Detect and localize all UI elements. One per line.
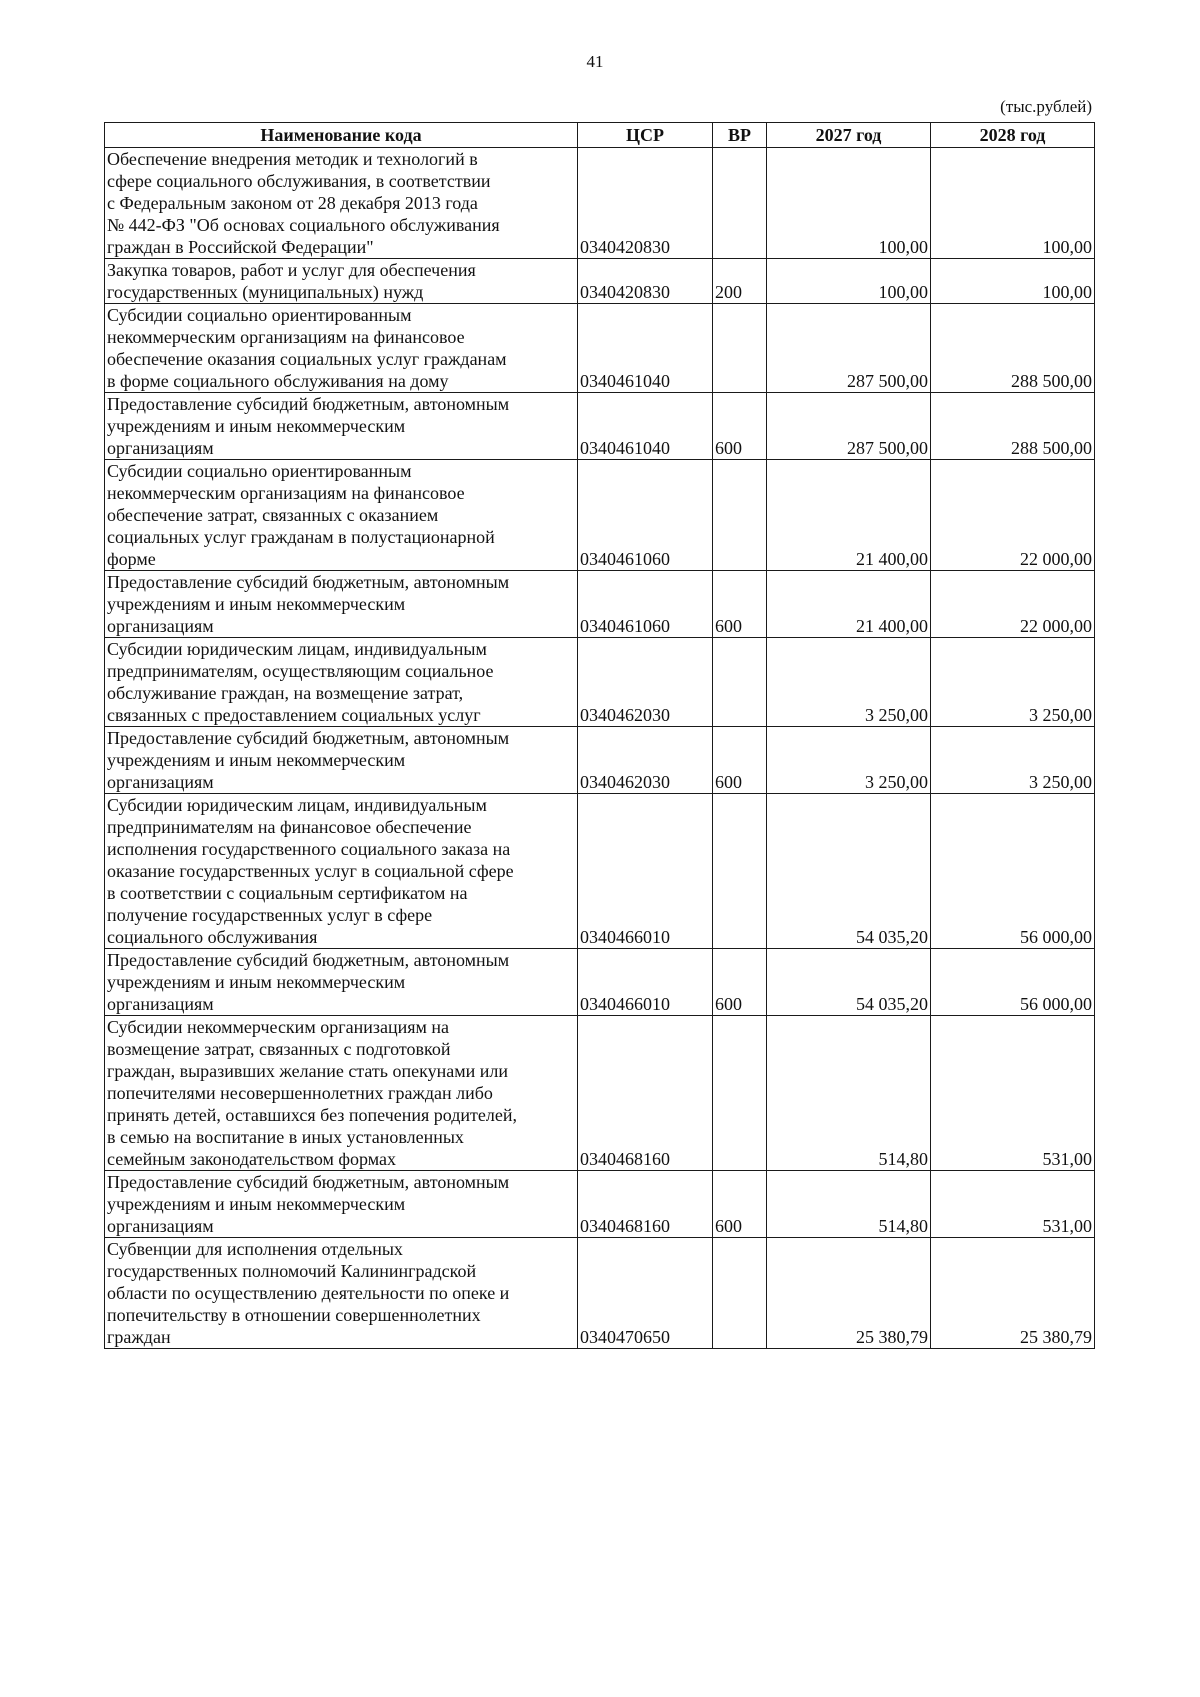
row-csr: 0340470650 xyxy=(578,1238,713,1349)
row-2027: 54 035,20 xyxy=(767,949,931,1016)
row-csr: 0340462030 xyxy=(578,727,713,794)
row-2028: 531,00 xyxy=(931,1171,1095,1238)
row-name: Предоставление субсидий бюджетным, автономным учреждениям и иным некоммерческим организациям xyxy=(105,727,578,794)
table-row xyxy=(105,571,1095,638)
row-vr: 600 xyxy=(713,393,767,460)
row-vr: 200 xyxy=(713,259,767,304)
row-2028: 100,00 xyxy=(931,148,1095,259)
row-csr: 0340461060 xyxy=(578,571,713,638)
row-2028: 288 500,00 xyxy=(931,304,1095,393)
table-row xyxy=(105,460,1095,571)
row-2028: 531,00 xyxy=(931,1016,1095,1171)
row-vr xyxy=(713,460,767,571)
table-row xyxy=(105,638,1095,727)
table-row xyxy=(105,1016,1095,1171)
header-name: Наименование кода xyxy=(105,123,578,148)
table-row xyxy=(105,1171,1095,1238)
row-2027: 3 250,00 xyxy=(767,638,931,727)
row-vr xyxy=(713,1016,767,1171)
table-header xyxy=(105,123,1095,148)
row-csr: 0340468160 xyxy=(578,1016,713,1171)
row-2028: 22 000,00 xyxy=(931,571,1095,638)
row-name: Обеспечение внедрения методик и технологий в сфере социального обслуживания, в соответствии с Федеральным законом от 28 декабря 2013 года № 442-ФЗ "Об основах социального обслуживания граждан в Российской Федерации" xyxy=(105,148,578,259)
row-csr: 0340420830 xyxy=(578,148,713,259)
row-2028: 56 000,00 xyxy=(931,794,1095,949)
row-csr: 0340466010 xyxy=(578,949,713,1016)
row-2028: 288 500,00 xyxy=(931,393,1095,460)
row-2027: 21 400,00 xyxy=(767,571,931,638)
row-2028: 100,00 xyxy=(931,259,1095,304)
budget-table xyxy=(104,122,1095,1349)
row-2027: 287 500,00 xyxy=(767,304,931,393)
row-name: Субсидии юридическим лицам, индивидуальным предпринимателям на финансовое обеспечение исполнения государственного социального заказа на оказание государственных услуг в социальной сфере в соответствии с социальным сертификатом на получение государственных услуг в сфере социального обслуживания xyxy=(105,794,578,949)
row-2027: 25 380,79 xyxy=(767,1238,931,1349)
row-2027: 54 035,20 xyxy=(767,794,931,949)
row-2028: 3 250,00 xyxy=(931,638,1095,727)
row-2027: 21 400,00 xyxy=(767,460,931,571)
header-vr: ВР xyxy=(713,123,767,148)
table-body xyxy=(105,148,1095,1349)
row-2027: 3 250,00 xyxy=(767,727,931,794)
row-2027: 514,80 xyxy=(767,1171,931,1238)
row-csr: 0340462030 xyxy=(578,638,713,727)
table-row xyxy=(105,259,1095,304)
row-name: Субсидии некоммерческим организациям на возмещение затрат, связанных с подготовкой граждан, выразивших желание стать опекунами или попечителями несовершеннолетних граждан либо принять детей, оставшихся без попечения родителей, в семью на воспитание в иных установленных семейным законодательством формах xyxy=(105,1016,578,1171)
row-name: Субвенции для исполнения отдельных государственных полномочий Калининградской области по осуществлению деятельности по опеке и попечительству в отношении совершеннолетних граждан xyxy=(105,1238,578,1349)
row-name: Субсидии социально ориентированным некоммерческим организациям на финансовое обеспечение оказания социальных услуг гражданам в форме социального обслуживания на дому xyxy=(105,304,578,393)
row-name: Предоставление субсидий бюджетным, автономным учреждениям и иным некоммерческим организациям xyxy=(105,1171,578,1238)
units-label: (тыс.рублей) xyxy=(1000,97,1092,116)
row-vr xyxy=(713,148,767,259)
header-year-2028: 2028 год xyxy=(931,123,1095,148)
row-2028: 22 000,00 xyxy=(931,460,1095,571)
table-row xyxy=(105,727,1095,794)
table-row xyxy=(105,1238,1095,1349)
row-name: Предоставление субсидий бюджетным, автономным учреждениям и иным некоммерческим организациям xyxy=(105,571,578,638)
row-2027: 514,80 xyxy=(767,1016,931,1171)
row-csr: 0340466010 xyxy=(578,794,713,949)
header-csr: ЦСР xyxy=(578,123,713,148)
table-row xyxy=(105,148,1095,259)
row-name: Предоставление субсидий бюджетным, автономным учреждениям и иным некоммерческим организациям xyxy=(105,393,578,460)
row-name: Субсидии социально ориентированным некоммерческим организациям на финансовое обеспечение затрат, связанных с оказанием социальных услуг гражданам в полустационарной форме xyxy=(105,460,578,571)
row-vr: 600 xyxy=(713,949,767,1016)
row-vr xyxy=(713,794,767,949)
row-2027: 287 500,00 xyxy=(767,393,931,460)
table-row xyxy=(105,304,1095,393)
row-vr: 600 xyxy=(713,727,767,794)
header-row xyxy=(105,123,1095,148)
row-vr xyxy=(713,1238,767,1349)
row-name: Предоставление субсидий бюджетным, автономным учреждениям и иным некоммерческим организациям xyxy=(105,949,578,1016)
row-vr xyxy=(713,304,767,393)
row-name: Закупка товаров, работ и услуг для обеспечения государственных (муниципальных) нужд xyxy=(105,259,578,304)
row-vr: 600 xyxy=(713,571,767,638)
row-name: Субсидии юридическим лицам, индивидуальным предпринимателям, осуществляющим социальное обслуживание граждан, на возмещение затрат, связанных с предоставлением социальных услуг xyxy=(105,638,578,727)
row-2028: 3 250,00 xyxy=(931,727,1095,794)
page-number: 41 xyxy=(586,52,604,71)
row-csr: 0340468160 xyxy=(578,1171,713,1238)
row-2027: 100,00 xyxy=(767,259,931,304)
row-2027: 100,00 xyxy=(767,148,931,259)
row-csr: 0340461040 xyxy=(578,393,713,460)
row-vr: 600 xyxy=(713,1171,767,1238)
row-csr: 0340461060 xyxy=(578,460,713,571)
row-csr: 0340461040 xyxy=(578,304,713,393)
table-row xyxy=(105,949,1095,1016)
row-2028: 25 380,79 xyxy=(931,1238,1095,1349)
row-csr: 0340420830 xyxy=(578,259,713,304)
header-year-2027: 2027 год xyxy=(767,123,931,148)
row-vr xyxy=(713,638,767,727)
table-row xyxy=(105,794,1095,949)
row-2028: 56 000,00 xyxy=(931,949,1095,1016)
table-row xyxy=(105,393,1095,460)
